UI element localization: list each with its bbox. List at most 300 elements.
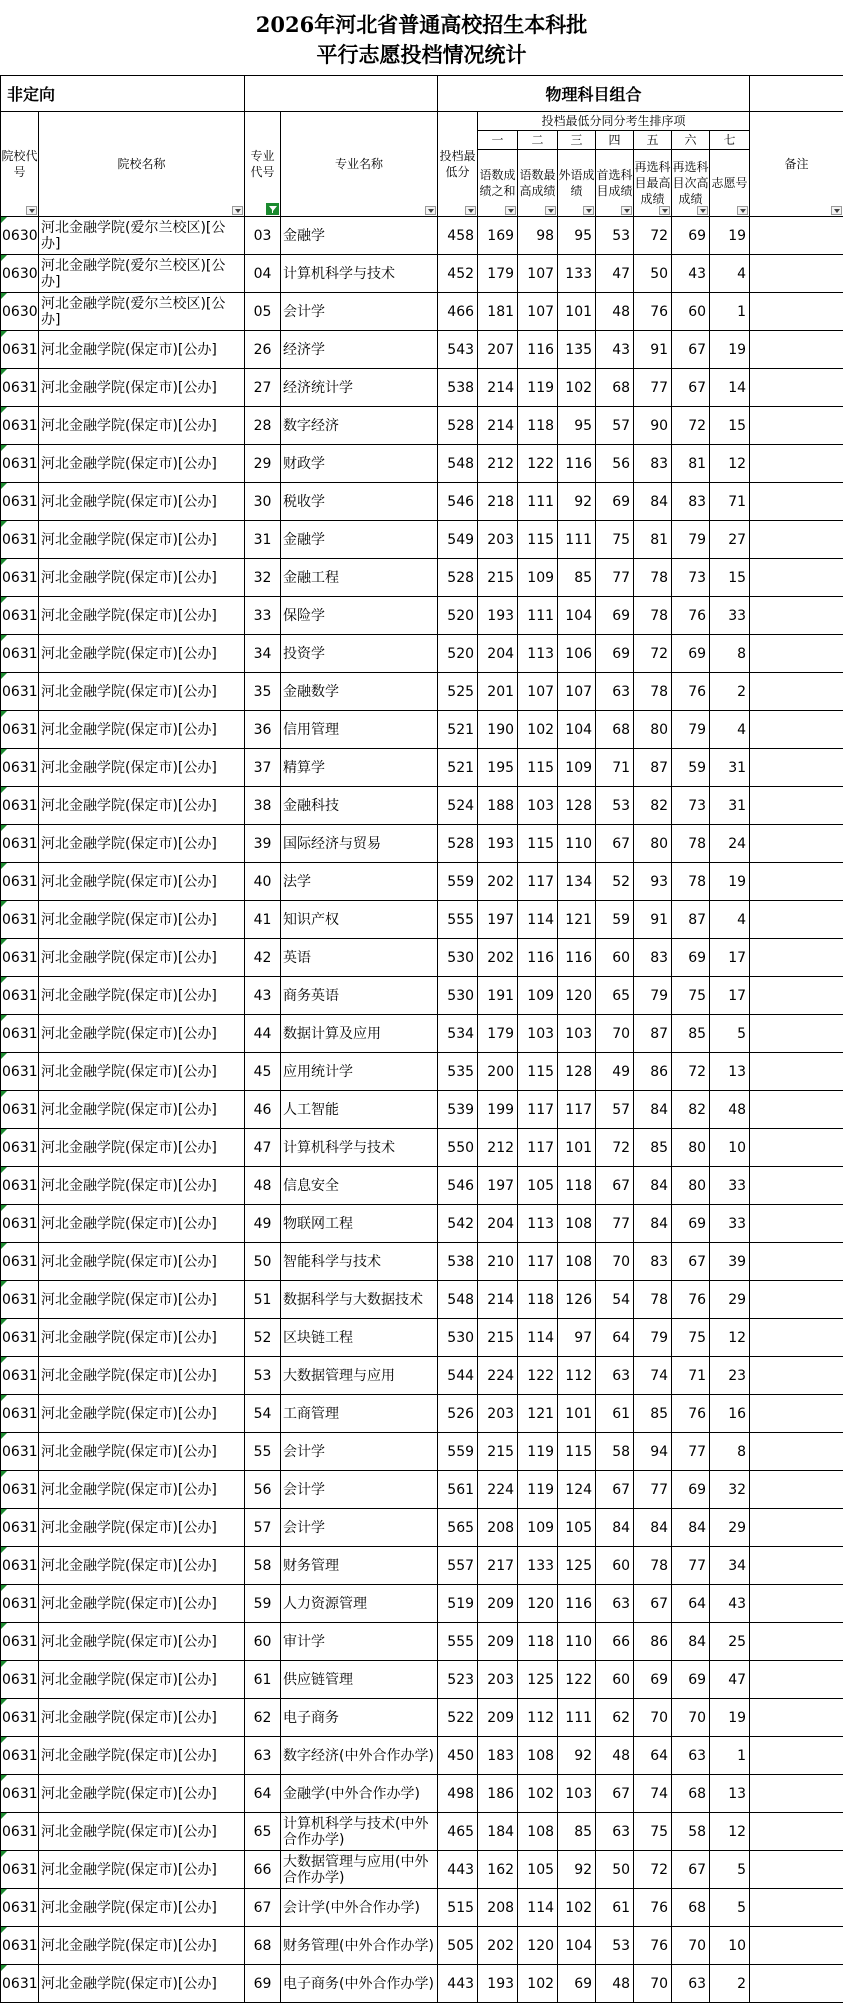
cell-r6: 69 (672, 1471, 710, 1509)
cell-r4: 53 (596, 1927, 634, 1965)
table-row (1, 1851, 843, 1889)
cell-remark (750, 711, 843, 749)
cell-code: 0630 (1, 293, 39, 331)
error-indicator-icon (1, 939, 7, 945)
cell-school: 河北金融学院(保定市)[公办] (39, 1281, 245, 1319)
table-row (1, 445, 843, 483)
cell-r7: 47 (710, 1661, 750, 1699)
header-min-score: 投档最低分 (438, 112, 478, 217)
cell-r7: 19 (710, 1699, 750, 1737)
subject-group-label: 物理科目组合 (438, 76, 750, 112)
cell-r5: 84 (634, 483, 672, 521)
cell-r4: 61 (596, 1889, 634, 1927)
rank-number: 三 (558, 131, 596, 150)
cell-min: 521 (438, 711, 478, 749)
cell-r4: 47 (596, 255, 634, 293)
cell-r7: 5 (710, 1015, 750, 1053)
cell-r6: 77 (672, 1547, 710, 1585)
cell-r7: 12 (710, 1813, 750, 1851)
cell-school: 河北金融学院(保定市)[公办] (39, 1737, 245, 1775)
cell-code: 0631 (1, 1509, 39, 1547)
cell-r1: 186 (478, 1775, 518, 1813)
cell-r1: 184 (478, 1813, 518, 1851)
cell-r2: 122 (518, 1357, 558, 1395)
header-school-code: 院校代号 (1, 112, 39, 217)
cell-r4: 71 (596, 749, 634, 787)
cell-r2: 108 (518, 1737, 558, 1775)
cell-r6: 87 (672, 901, 710, 939)
filter-dropdown-icon[interactable] (465, 206, 476, 215)
cell-r4: 63 (596, 1585, 634, 1623)
error-indicator-icon (1, 1433, 7, 1439)
cell-r3: 112 (558, 1357, 596, 1395)
cell-r2: 105 (518, 1851, 558, 1889)
cell-r1: 203 (478, 521, 518, 559)
cell-code: 0631 (1, 673, 39, 711)
cell-code: 0631 (1, 1737, 39, 1775)
cell-r4: 63 (596, 673, 634, 711)
cell-code: 0631 (1, 635, 39, 673)
cell-code: 0630 (1, 217, 39, 255)
cell-remark (750, 369, 843, 407)
error-indicator-icon (1, 1737, 7, 1743)
cell-r2: 109 (518, 1509, 558, 1547)
filter-dropdown-icon[interactable] (737, 206, 748, 215)
table-row (1, 293, 843, 331)
error-indicator-icon (1, 1053, 7, 1059)
table-row (1, 369, 843, 407)
cell-major: 财政学 (281, 445, 438, 483)
cell-remark (750, 1471, 843, 1509)
cell-major: 精算学 (281, 749, 438, 787)
cell-r5: 64 (634, 1737, 672, 1775)
cell-min: 526 (438, 1395, 478, 1433)
cell-r6: 73 (672, 787, 710, 825)
cell-r3: 107 (558, 673, 596, 711)
cell-r2: 119 (518, 1471, 558, 1509)
cell-r1: 209 (478, 1699, 518, 1737)
error-indicator-icon (1, 1623, 7, 1629)
cell-remark (750, 673, 843, 711)
cell-school: 河北金融学院(保定市)[公办] (39, 977, 245, 1015)
cell-r3: 128 (558, 1053, 596, 1091)
error-indicator-icon (1, 635, 7, 641)
cell-mcode: 61 (245, 1661, 281, 1699)
cell-r2: 107 (518, 293, 558, 331)
cell-major: 金融工程 (281, 559, 438, 597)
cell-r7: 33 (710, 1205, 750, 1243)
cell-remark (750, 1129, 843, 1167)
cell-r2: 112 (518, 1699, 558, 1737)
cell-code: 0630 (1, 255, 39, 293)
cell-code: 0631 (1, 863, 39, 901)
cell-mcode: 46 (245, 1091, 281, 1129)
cell-r4: 58 (596, 1433, 634, 1471)
rank-item: 语数成绩之和 (478, 150, 518, 217)
cell-min: 525 (438, 673, 478, 711)
cell-school: 河北金融学院(保定市)[公办] (39, 673, 245, 711)
cell-r3: 95 (558, 217, 596, 255)
cell-major: 工商管理 (281, 1395, 438, 1433)
cell-school: 河北金融学院(保定市)[公办] (39, 1965, 245, 2003)
cell-r2: 103 (518, 1015, 558, 1053)
cell-r2: 117 (518, 1091, 558, 1129)
cell-school: 河北金融学院(保定市)[公办] (39, 1509, 245, 1547)
cell-code: 0631 (1, 597, 39, 635)
cell-r1: 188 (478, 787, 518, 825)
cell-r3: 121 (558, 901, 596, 939)
cell-mcode: 59 (245, 1585, 281, 1623)
cell-r5: 78 (634, 673, 672, 711)
cell-remark (750, 1243, 843, 1281)
cell-school: 河北金融学院(保定市)[公办] (39, 1395, 245, 1433)
cell-r5: 87 (634, 749, 672, 787)
table-row (1, 1547, 843, 1585)
cell-r2: 118 (518, 1623, 558, 1661)
cell-remark (750, 939, 843, 977)
cell-r1: 208 (478, 1509, 518, 1547)
cell-school: 河北金融学院(保定市)[公办] (39, 939, 245, 977)
cell-code: 0631 (1, 1395, 39, 1433)
cell-r7: 71 (710, 483, 750, 521)
cell-mcode: 53 (245, 1357, 281, 1395)
cell-r7: 2 (710, 1965, 750, 2003)
cell-r4: 62 (596, 1699, 634, 1737)
error-indicator-icon (1, 1281, 7, 1287)
cell-r3: 102 (558, 369, 596, 407)
cell-min: 523 (438, 1661, 478, 1699)
cell-school: 河北金融学院(保定市)[公办] (39, 1243, 245, 1281)
table-row (1, 1927, 843, 1965)
cell-r1: 202 (478, 863, 518, 901)
cell-r7: 2 (710, 673, 750, 711)
cell-r6: 67 (672, 331, 710, 369)
cell-r6: 81 (672, 445, 710, 483)
cell-min: 559 (438, 1433, 478, 1471)
table-row (1, 1433, 843, 1471)
cell-code: 0631 (1, 521, 39, 559)
cell-r2: 102 (518, 1965, 558, 2003)
header-major-code: 专业代号 (245, 112, 281, 217)
cell-r2: 119 (518, 369, 558, 407)
error-indicator-icon (1, 673, 7, 679)
cell-r7: 1 (710, 293, 750, 331)
filter-dropdown-icon[interactable] (583, 206, 594, 215)
cell-r7: 13 (710, 1053, 750, 1091)
cell-major: 数字经济(中外合作办学) (281, 1737, 438, 1775)
cell-r6: 75 (672, 977, 710, 1015)
cell-r5: 76 (634, 1927, 672, 1965)
cell-min: 530 (438, 1319, 478, 1357)
table-row (1, 1395, 843, 1433)
cell-r5: 77 (634, 369, 672, 407)
cell-r7: 10 (710, 1129, 750, 1167)
cell-mcode: 54 (245, 1395, 281, 1433)
cell-min: 542 (438, 1205, 478, 1243)
cell-r7: 4 (710, 901, 750, 939)
cell-r2: 122 (518, 445, 558, 483)
cell-major: 会计学 (281, 293, 438, 331)
cell-r5: 76 (634, 1889, 672, 1927)
cell-r3: 111 (558, 521, 596, 559)
cell-r6: 69 (672, 635, 710, 673)
rank-number: 六 (672, 131, 710, 150)
cell-r2: 103 (518, 787, 558, 825)
cell-code: 0631 (1, 1889, 39, 1927)
error-indicator-icon (1, 1129, 7, 1135)
cell-mcode: 52 (245, 1319, 281, 1357)
error-indicator-icon (1, 1015, 7, 1021)
cell-mcode: 29 (245, 445, 281, 483)
cell-major: 商务英语 (281, 977, 438, 1015)
cell-school: 河北金融学院(保定市)[公办] (39, 863, 245, 901)
cell-r6: 60 (672, 293, 710, 331)
cell-min: 452 (438, 255, 478, 293)
cell-r7: 8 (710, 1433, 750, 1471)
cell-r5: 84 (634, 1509, 672, 1547)
error-indicator-icon (1, 1395, 7, 1401)
cell-major: 投资学 (281, 635, 438, 673)
cell-r4: 68 (596, 369, 634, 407)
cell-major: 区块链工程 (281, 1319, 438, 1357)
cell-school: 河北金融学院(保定市)[公办] (39, 1927, 245, 1965)
cell-school: 河北金融学院(保定市)[公办] (39, 1585, 245, 1623)
cell-r6: 76 (672, 597, 710, 635)
cell-r1: 191 (478, 977, 518, 1015)
cell-mcode: 33 (245, 597, 281, 635)
cell-school: 河北金融学院(保定市)[公办] (39, 1889, 245, 1927)
cell-r7: 15 (710, 407, 750, 445)
table-row (1, 1319, 843, 1357)
cell-mcode: 55 (245, 1433, 281, 1471)
cell-r1: 200 (478, 1053, 518, 1091)
cell-remark (750, 255, 843, 293)
cell-r2: 102 (518, 711, 558, 749)
cell-r6: 79 (672, 711, 710, 749)
table-row (1, 1585, 843, 1623)
cell-r6: 67 (672, 369, 710, 407)
cell-code: 0631 (1, 1699, 39, 1737)
cell-mcode: 26 (245, 331, 281, 369)
cell-r5: 69 (634, 1661, 672, 1699)
cell-school: 河北金融学院(爱尔兰校区)[公办] (39, 293, 245, 331)
cell-r1: 207 (478, 331, 518, 369)
cell-r4: 67 (596, 825, 634, 863)
cell-r2: 119 (518, 1433, 558, 1471)
cell-mcode: 51 (245, 1281, 281, 1319)
table-row (1, 711, 843, 749)
cell-r7: 8 (710, 635, 750, 673)
cell-r2: 102 (518, 1775, 558, 1813)
cell-r5: 74 (634, 1775, 672, 1813)
filter-dropdown-icon[interactable] (425, 206, 436, 215)
table-row (1, 1889, 843, 1927)
cell-min: 520 (438, 597, 478, 635)
cell-r1: 179 (478, 255, 518, 293)
table-row (1, 1471, 843, 1509)
cell-r3: 104 (558, 597, 596, 635)
error-indicator-icon (1, 1243, 7, 1249)
cell-remark (750, 1433, 843, 1471)
cell-r5: 85 (634, 1129, 672, 1167)
table-row (1, 1205, 843, 1243)
cell-r4: 84 (596, 1509, 634, 1547)
table-row (1, 977, 843, 1015)
cell-r4: 69 (596, 635, 634, 673)
cell-r2: 105 (518, 1167, 558, 1205)
cell-r2: 109 (518, 977, 558, 1015)
error-indicator-icon (1, 1167, 7, 1173)
filter-active-icon[interactable] (266, 203, 279, 215)
cell-r3: 97 (558, 1319, 596, 1357)
cell-r2: 113 (518, 635, 558, 673)
header-rank-group: 投档最低分同分考生排序项 (478, 112, 750, 131)
cell-r1: 201 (478, 673, 518, 711)
cell-mcode: 41 (245, 901, 281, 939)
error-indicator-icon (1, 1851, 7, 1857)
rank-item: 再选科目次高成绩 (672, 150, 710, 217)
table-row (1, 1357, 843, 1395)
error-indicator-icon (1, 1509, 7, 1515)
cell-r2: 115 (518, 825, 558, 863)
cell-r1: 203 (478, 1395, 518, 1433)
cell-r3: 101 (558, 293, 596, 331)
cell-min: 534 (438, 1015, 478, 1053)
cell-r3: 109 (558, 749, 596, 787)
filter-dropdown-icon[interactable] (697, 206, 708, 215)
cell-r5: 75 (634, 1813, 672, 1851)
filter-dropdown-icon[interactable] (659, 206, 670, 215)
table-row (1, 939, 843, 977)
cell-school: 河北金融学院(保定市)[公办] (39, 787, 245, 825)
cell-r2: 116 (518, 331, 558, 369)
cell-mcode: 68 (245, 1927, 281, 1965)
cell-r1: 190 (478, 711, 518, 749)
cell-min: 555 (438, 1623, 478, 1661)
filter-dropdown-icon[interactable] (621, 206, 632, 215)
cell-major: 会计学 (281, 1433, 438, 1471)
cell-r3: 92 (558, 1851, 596, 1889)
cell-major: 计算机科学与技术(中外合作办学) (281, 1813, 438, 1851)
cell-r6: 76 (672, 1281, 710, 1319)
table-row (1, 1167, 843, 1205)
admission-table (0, 75, 843, 2003)
cell-major: 数字经济 (281, 407, 438, 445)
cell-r7: 5 (710, 1851, 750, 1889)
cell-r6: 78 (672, 825, 710, 863)
cell-school: 河北金融学院(保定市)[公办] (39, 483, 245, 521)
cell-remark (750, 1661, 843, 1699)
error-indicator-icon (1, 407, 7, 413)
cell-r7: 39 (710, 1243, 750, 1281)
cell-code: 0631 (1, 1091, 39, 1129)
table-row (1, 1737, 843, 1775)
cell-school: 河北金融学院(保定市)[公办] (39, 1813, 245, 1851)
cell-major: 供应链管理 (281, 1661, 438, 1699)
cell-r1: 199 (478, 1091, 518, 1129)
cell-r6: 63 (672, 1737, 710, 1775)
cell-school: 河北金融学院(保定市)[公办] (39, 1547, 245, 1585)
error-indicator-icon (1, 1547, 7, 1553)
rank-number: 七 (710, 131, 750, 150)
cell-r3: 95 (558, 407, 596, 445)
category-label: 非定向 (1, 76, 245, 112)
cell-r4: 70 (596, 1243, 634, 1281)
cell-r5: 74 (634, 1357, 672, 1395)
cell-r7: 10 (710, 1927, 750, 1965)
cell-major: 物联网工程 (281, 1205, 438, 1243)
cell-r2: 98 (518, 217, 558, 255)
error-indicator-icon (1, 1965, 7, 1971)
filter-dropdown-icon[interactable] (232, 206, 243, 215)
cell-school: 河北金融学院(保定市)[公办] (39, 559, 245, 597)
cell-r4: 63 (596, 1813, 634, 1851)
cell-code: 0631 (1, 1775, 39, 1813)
cell-code: 0631 (1, 1661, 39, 1699)
cell-r4: 61 (596, 1395, 634, 1433)
cell-code: 0631 (1, 825, 39, 863)
error-indicator-icon (1, 863, 7, 869)
cell-min: 544 (438, 1357, 478, 1395)
cell-code: 0631 (1, 939, 39, 977)
cell-remark (750, 1167, 843, 1205)
cell-school: 河北金融学院(保定市)[公办] (39, 1319, 245, 1357)
cell-r1: 193 (478, 825, 518, 863)
cell-r4: 59 (596, 901, 634, 939)
cell-r3: 111 (558, 1699, 596, 1737)
cell-major: 金融学(中外合作办学) (281, 1775, 438, 1813)
cell-r6: 69 (672, 1205, 710, 1243)
cell-r2: 116 (518, 939, 558, 977)
table-row (1, 255, 843, 293)
cell-r4: 72 (596, 1129, 634, 1167)
filter-dropdown-icon[interactable] (505, 206, 516, 215)
filter-dropdown-icon[interactable] (831, 206, 842, 215)
cell-code: 0631 (1, 1585, 39, 1623)
cell-mcode: 35 (245, 673, 281, 711)
table-row (1, 1053, 843, 1091)
cell-school: 河北金融学院(保定市)[公办] (39, 1091, 245, 1129)
cell-r3: 124 (558, 1471, 596, 1509)
cell-min: 549 (438, 521, 478, 559)
cell-remark (750, 635, 843, 673)
filter-dropdown-icon[interactable] (26, 206, 37, 215)
cell-remark (750, 331, 843, 369)
filter-dropdown-icon[interactable] (545, 206, 556, 215)
cell-school: 河北金融学院(保定市)[公办] (39, 635, 245, 673)
cell-r3: 103 (558, 1775, 596, 1813)
cell-major: 人力资源管理 (281, 1585, 438, 1623)
cell-r3: 115 (558, 1433, 596, 1471)
table-row (1, 217, 843, 255)
cell-min: 443 (438, 1965, 478, 2003)
cell-r5: 79 (634, 1319, 672, 1357)
cell-remark (750, 787, 843, 825)
error-indicator-icon (1, 1205, 7, 1211)
cell-r1: 197 (478, 901, 518, 939)
cell-r7: 17 (710, 977, 750, 1015)
cell-major: 电子商务 (281, 1699, 438, 1737)
error-indicator-icon (1, 331, 7, 337)
table-row (1, 825, 843, 863)
cell-mcode: 05 (245, 293, 281, 331)
cell-r5: 78 (634, 1281, 672, 1319)
cell-remark (750, 1775, 843, 1813)
cell-r3: 125 (558, 1547, 596, 1585)
cell-r6: 69 (672, 1661, 710, 1699)
cell-r1: 169 (478, 217, 518, 255)
cell-min: 543 (438, 331, 478, 369)
